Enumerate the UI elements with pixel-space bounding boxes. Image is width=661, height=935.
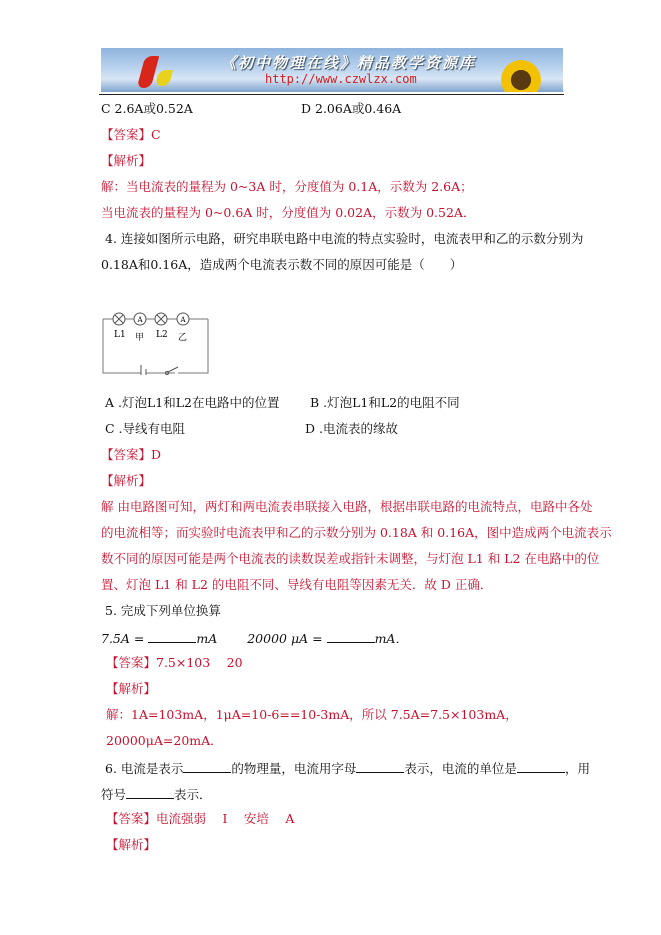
q4-solution-3: 数不同的原因可能是两个电流表的读数误差或指针未调整，与灯泡 L1 和 L2 在电路中的位 [101,551,600,566]
q6-analysis-label: 【解析】 [106,837,157,852]
q4-solution-2: 的电流相等；而实验时电流表甲和乙的示数分别为 0.18A 和 0.16A，图中造成两个电流表示 [101,525,612,540]
q6-stem-1 [105,759,590,777]
q6-text-2: 的物理量，电流用字母 [231,761,357,776]
q6-blank-4[interactable] [126,785,174,799]
q4-solution-1: 解 由电路图可知，两灯和两电流表串联接入电路，根据串联电路的电流特点，电路中各处 [101,499,593,514]
q5-solution-2: 20000μA=20mA． [106,733,223,748]
header-banner [101,48,563,92]
q5-unit-1: mA [196,631,218,646]
q3-option-c: C 2.6A或0.52A [101,101,193,116]
label-yi: 乙 [178,333,188,343]
q6-text-4: ，用 [564,761,590,776]
q3-solution-2: 当电流表的量程为 0~0.6A 时，分度值为 0.02A，示数为 0.52A． [101,205,476,220]
ammeter-jia-icon [134,313,146,325]
q5-stem: 5. 完成下列单位换算 [105,603,221,618]
q5-blank-1[interactable] [148,629,196,643]
q4-solution-4: 置、灯泡 L1 和 L2 的电阻不同、导线有电阻等因素无关．故 D 正确． [101,577,493,592]
circuit-diagram [100,305,215,375]
svg-text:A: A [180,316,186,324]
q3-solution-1: 解：当电流表的量程为 0~3A 时，分度值为 0.1A，示数为 2.6A； [101,179,473,194]
q6-answer: 【答案】电流强弱 I 安培 A [106,811,295,826]
q6-text-1: 6. 电流是表示 [105,761,184,776]
ammeter-yi-icon [177,313,189,325]
q5-expr-2: 20000 μA = [247,631,323,646]
q5-solution-1: 解：1A=103mA，1μA=10-6==10-3mA，所以 7.5A=7.5×103mA， [106,707,518,722]
svg-text:A: A [137,316,143,324]
label-l1: L1 [114,330,126,340]
q5-answer: 【答案】7.5×103 20 [106,655,243,670]
lamp-l2-icon [155,313,167,325]
q6-blank-1[interactable] [183,759,231,773]
q6-blank-3[interactable] [517,759,565,773]
q5-expr-1: 7.5A = [101,631,145,646]
q3-answer: 【答案】C [101,127,161,142]
q4-answer: 【答案】D [101,447,162,462]
q4-analysis-label: 【解析】 [101,473,152,488]
q5-expressions [101,629,408,647]
label-jia: 甲 [135,333,145,343]
sunflower-image [501,60,541,92]
q3-option-d: D 2.06A或0.46A [301,101,402,116]
q6-blank-2[interactable] [356,759,404,773]
banner-title: 《初中物理在线》精品教学资源库 [221,54,477,72]
q6-text-3: 表示，电流的单位是 [404,761,517,776]
q4-options-ab [105,395,460,411]
q6-stem-2 [101,785,212,803]
banner-url: http://www.czwlzx.com [265,72,417,86]
q5-blank-2[interactable] [327,629,375,643]
q6-text-5: 符号 [101,787,127,802]
q5-analysis-label: 【解析】 [106,681,157,696]
q4-options-cd [105,421,398,437]
q5-unit-2: mA． [374,631,408,646]
q3-options [101,101,402,117]
label-l2: L2 [156,330,168,340]
logo-icon-accent [155,70,173,86]
q6-text-6: 表示． [174,787,212,802]
lamp-l1-icon [113,313,125,325]
q4-option-c: C .导线有电阻 [105,421,186,436]
q4-stem-1: 4. 连接如图所示电路，研究串联电路中电流的特点实验时，电流表甲和乙的示数分别为 [105,231,584,246]
q4-option-a: A .灯泡L1和L2在电路中的位置 [105,395,280,410]
q4-option-b: B .灯泡L1和L2的电阻不同 [310,395,460,410]
q4-option-d: D .电流表的缘故 [305,421,398,436]
q3-analysis-label: 【解析】 [101,153,152,168]
header-divider [99,94,564,95]
q4-stem-2: 0.18A和0.16A，造成两个电流表示数不同的原因可能是（ ） [101,257,463,272]
